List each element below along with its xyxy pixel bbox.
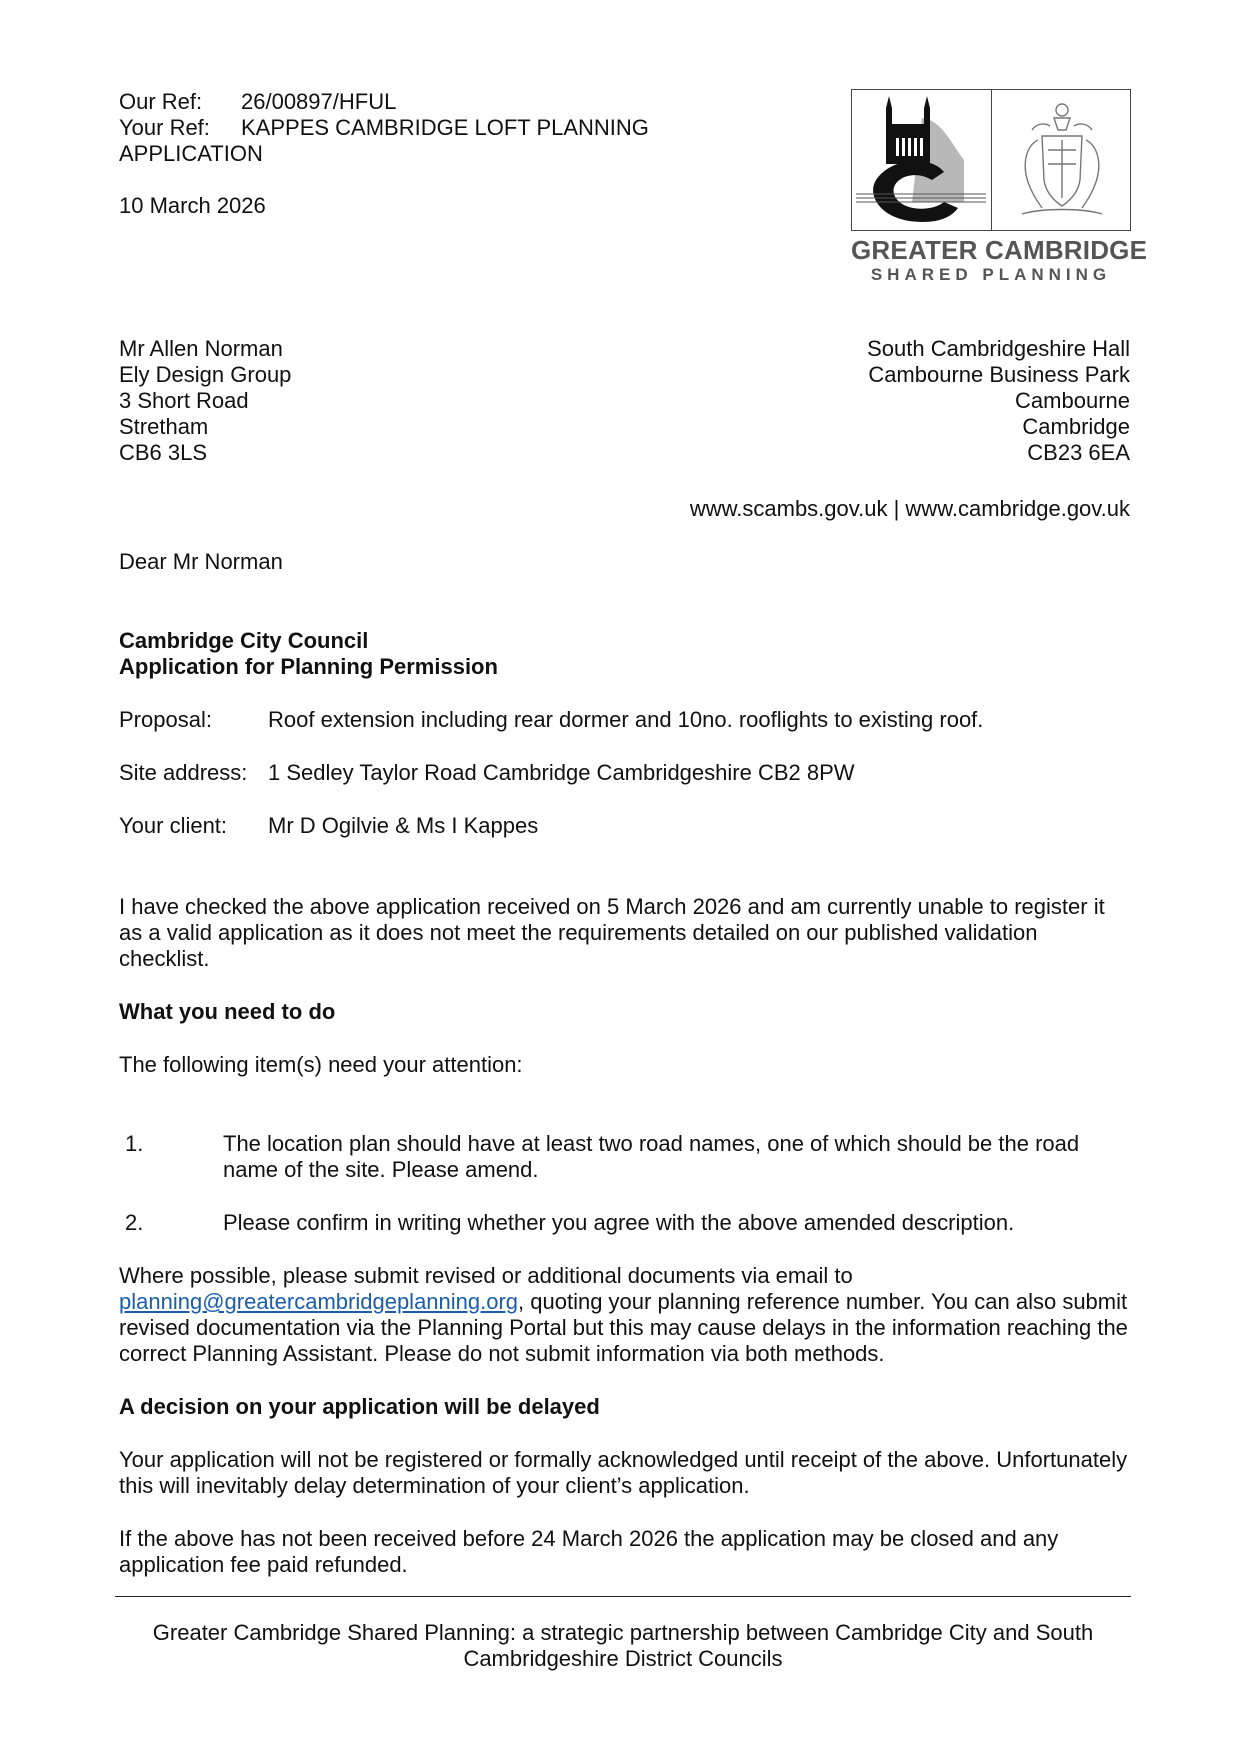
intro-paragraph: I have checked the above application received on 5 March 2026 and am currently unable to register it as a valid application as it does not meet the requirements detailed on our published validation checklist.: [119, 894, 1105, 971]
detail-label: Your client:: [119, 813, 228, 838]
footer-line-1: Greater Cambridge Shared Planning: a strategic partnership between Cambridge City and South: [152, 1620, 1094, 1645]
submission-paragraph: [119, 1263, 1129, 1367]
salutation: Dear Mr Norman: [119, 549, 283, 574]
application-type: Application for Planning Permission: [119, 654, 498, 679]
logo-line-2: SHARED PLANNING: [870, 265, 1112, 284]
sender-postcode: CB23 6EA: [1027, 440, 1130, 465]
coat-of-arms-emblem: [992, 90, 1131, 230]
detail-value: Mr D Ogilvie & Ms I Kappes: [268, 813, 539, 838]
recipient-address: [119, 336, 291, 466]
detail-value: 1 Sedley Taylor Road Cambridge Cambridgeshire CB2 8PW: [268, 760, 855, 785]
sender-town: Cambourne: [1015, 388, 1130, 413]
recipient-postcode: CB6 3LS: [119, 440, 208, 465]
recipient-town: Stretham: [119, 414, 209, 439]
planning-email-link[interactable]: planning@greatercambridgeplanning.org: [119, 1289, 519, 1314]
footer-line-2: Cambridgeshire District Councils: [463, 1646, 783, 1671]
what-you-need-heading: What you need to do: [119, 999, 336, 1024]
chapel-icon: [852, 90, 991, 230]
our-ref-value: 26/00897/HFUL: [241, 89, 397, 114]
your-ref-label: Your Ref:: [119, 115, 210, 140]
deadline-paragraph: If the above has not been received before 24 March 2026 the application may be closed and any application fee paid refunded.: [119, 1526, 1059, 1577]
your-ref-continued: APPLICATION: [119, 141, 263, 166]
footer: [115, 1620, 1131, 1672]
application-details: [119, 707, 983, 866]
kings-chapel-emblem: [852, 90, 992, 230]
detail-value: Roof extension including rear dormer and 10no. rooflights to existing roof.: [268, 707, 984, 732]
list-item-text: The location plan should have at least two road names, one of which should be the road name of the site. Please amend.: [223, 1131, 1080, 1182]
detail-label: Site address:: [119, 760, 248, 785]
our-ref-label: Our Ref:: [119, 89, 203, 114]
sender-park: Cambourne Business Park: [868, 362, 1130, 387]
reference-block: [119, 89, 679, 219]
list-item: [119, 1210, 1129, 1236]
sender-address: [867, 336, 1130, 466]
coat-of-arms-icon: [992, 90, 1131, 230]
your-ref-row: [119, 115, 679, 141]
recipient-street: 3 Short Road: [119, 388, 249, 413]
detail-label: Proposal:: [119, 707, 212, 732]
submission-text-post: , quoting your planning reference number. You can also submit revised documentation via the Planning Portal but this may cause delays in the information reaching the correct Planning Assistant. Please do not submit information via both methods.: [119, 1289, 1128, 1366]
list-item-number: 2.: [125, 1210, 144, 1235]
council-name: Cambridge City Council: [119, 628, 369, 653]
detail-row-client: [119, 813, 983, 839]
our-ref-row: [119, 89, 679, 115]
detail-row-proposal: [119, 707, 983, 733]
greater-cambridge-logo: [851, 89, 1148, 285]
logo-line-1: GREATER CAMBRIDGE: [851, 235, 1148, 265]
letter-date: 10 March 2026: [119, 193, 266, 218]
footer-divider: [115, 1596, 1131, 1597]
list-item: [119, 1131, 1129, 1183]
submission-text-pre: Where possible, please submit revised or additional documents via email to: [119, 1263, 853, 1288]
delay-heading: A decision on your application will be delayed: [119, 1394, 600, 1419]
letter-heading: [119, 628, 498, 680]
required-items-list: [119, 1131, 1129, 1263]
your-ref-value: KAPPES CAMBRIDGE LOFT PLANNING: [241, 115, 649, 140]
list-item-number: 1.: [125, 1131, 144, 1156]
recipient-company: Ely Design Group: [119, 362, 292, 387]
list-item-text: Please confirm in writing whether you agree with the above amended description.: [223, 1210, 1015, 1235]
recipient-name: Mr Allen Norman: [119, 336, 283, 361]
logo-emblem-box: [851, 89, 1131, 231]
sender-building: South Cambridgeshire Hall: [867, 336, 1130, 361]
items-intro: The following item(s) need your attention:: [119, 1052, 523, 1077]
sender-websites: www.scambs.gov.uk | www.cambridge.gov.uk: [689, 496, 1130, 521]
sender-city: Cambridge: [1022, 414, 1130, 439]
detail-row-site-address: [119, 760, 983, 786]
delay-paragraph: Your application will not be registered or formally acknowledged until receipt of the above. Unfortunately this will inevitably delay determination of your client’s application.: [119, 1447, 1128, 1498]
